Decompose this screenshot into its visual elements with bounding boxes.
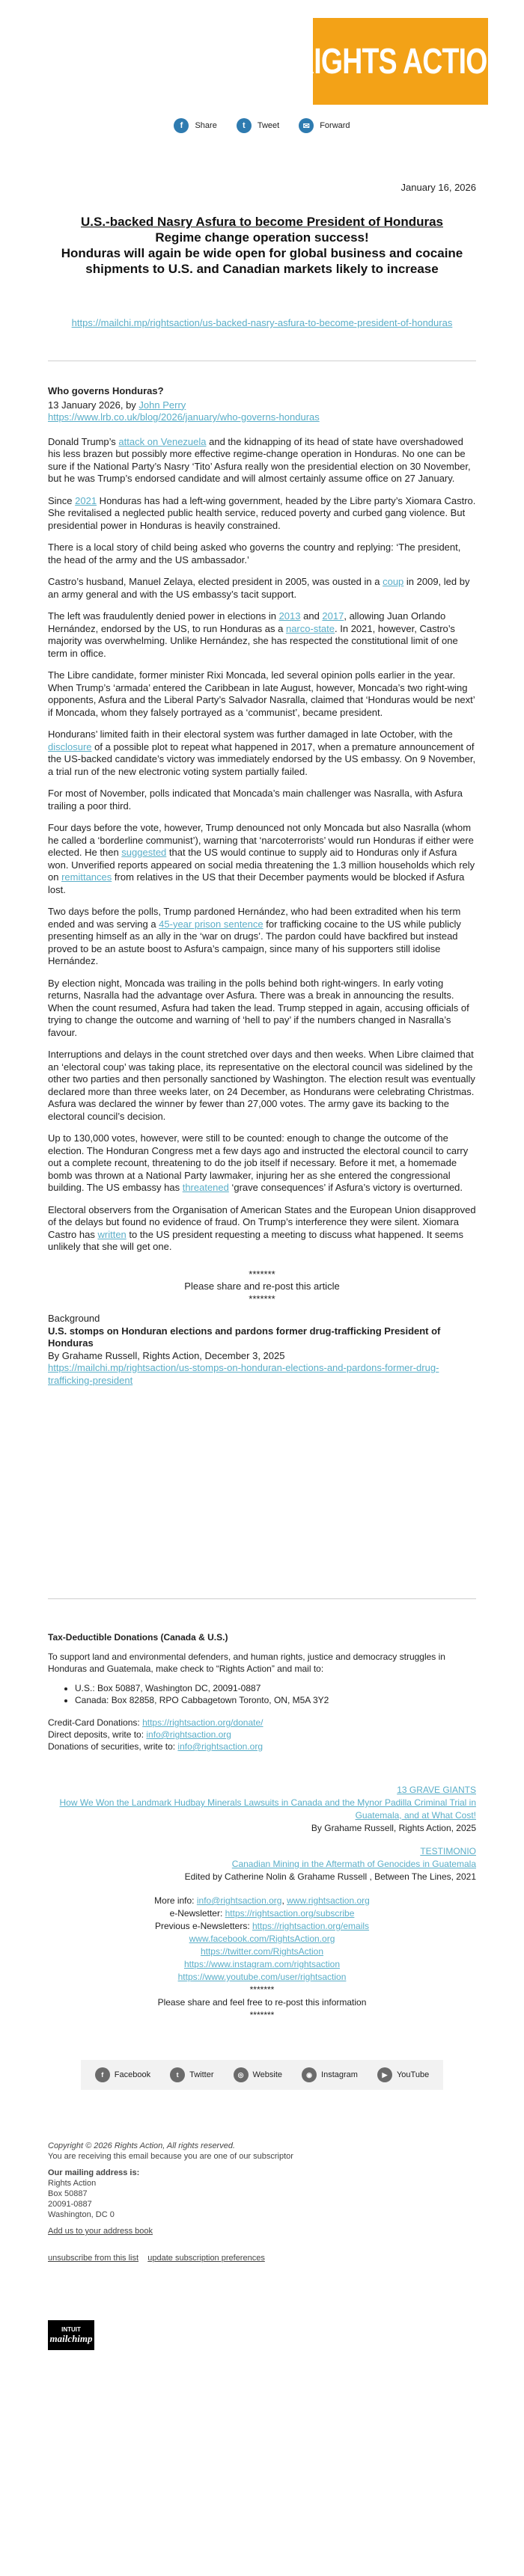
forward-icon: ✉ <box>299 118 314 133</box>
email-link[interactable]: info@rightsaction.org <box>196 1895 282 1906</box>
paragraph: Donald Trump’s attack on Venezuela and the kidnapping of its head of state have overshadowed his less brazen but possibly more effective regime-change operation in Honduras. No one can be sure if the National Party’s Nasry ‘Tito’ Asfura really won the presidential election on 30 November, but he was Trump’s endorsed candidate and will almost certainly assume office on 27 January. <box>48 435 471 484</box>
paragraph: Electoral observers from the Organisation of American States and the European Union disapproved of the delays but found no evidence of fraud. On Trump’s interference they were silent. Xiomara Castro has written to the US president requesting a meeting to discuss what happened. It seems unlikely that she will get one. <box>48 1203 476 1252</box>
contact-section <box>48 1895 476 2022</box>
paragraph: Interruptions and delays in the count stretched over days and then weeks. When Libre claimed that an ‘electoral coup’ was taking place, its representative on the electoral council was sidelined by the other two parties and then personally sanctioned by Washington. The election result was eventually declared more than three weeks later, on 24 December, as Hondurans were celebrating Christmas. Asfura was declared the winner by fewer than 27,000 votes. The army gave its backing to the electoral council’s decision. <box>48 1049 475 1122</box>
inline-link[interactable]: suggested <box>121 847 167 858</box>
inline-link[interactable]: coup <box>383 576 404 587</box>
logo-text: RIGHTS ACTION <box>294 41 507 82</box>
rights-action-logo[interactable] <box>294 18 507 105</box>
mailing-list <box>48 1682 476 1706</box>
share-facebook-button[interactable] <box>174 118 216 133</box>
stars-separator: ******* <box>249 2010 275 2020</box>
deposit-line: Direct deposits, write to: info@rightsaction.org <box>48 1729 231 1740</box>
share-twitter-button[interactable] <box>237 118 279 133</box>
website-icon: ◎ <box>234 2067 249 2082</box>
divider <box>48 1598 476 1599</box>
paragraph: For most of November, polls indicated that Moncada’s main challenger was Nasralla, with Asfura trailing a poor third. <box>48 788 463 812</box>
footer: Copyright © 2026 Rights Action, All rights reserved. You are receiving this email because you are one of our subscriptor Our mailing address is: Rights Action Box 50887 20091-0887 Washington, DC 0 Add us to your address book unsubscribe from this list update subscription preferences <box>48 2141 293 2263</box>
instagram-icon: ◉ <box>302 2067 317 2082</box>
inline-link[interactable]: 2021 <box>75 494 97 506</box>
paragraph: The left was fraudulently denied power in elections in 2013 and 2017, allowing Juan Orlando Hernández, endorsed by the US, to run Honduras as a narco-state. In 2021, however, Castro’s majority was overwhelming. Unlike Hernández, she has respected the constitutional limit of one term in office. <box>48 610 458 659</box>
inline-link[interactable]: written <box>97 1228 127 1240</box>
facebook-icon: f <box>174 118 189 133</box>
forward-label: Forward <box>320 121 350 130</box>
article-byline: 13 January 2026, by John Perry <box>48 399 186 411</box>
paragraph: Two days before the polls, Trump pardoned Hernández, who had been extradited when his term ended and was serving a 45-year prison sentence for trafficking cocaine to the US while publicly presenting himself as an ally in the ‘war on drugs’. The pardon could have backfired but instead proved to be an astute boost to Asfura’s campaign, since many of his supporters still idolise Hernández. <box>48 906 461 966</box>
copyright: Copyright © 2026 Rights Action, All rights reserved. <box>48 2141 236 2150</box>
emails-link[interactable]: https://rightsaction.org/emails <box>252 1921 370 1931</box>
previous-newsletters-line: Previous e-Newsletters: https://rightsaction.org/emails <box>154 1921 370 1931</box>
twitter-icon: t <box>170 2067 185 2082</box>
paragraph: Since 2021 Honduras has had a left-wing government, headed by the Libre party’s Xiomara Castro. She revitalised a neglected public health service, reduced poverty and curbed gang violence. But presidential power in Honduras is heavily constrained. <box>48 494 476 531</box>
donations-heading: Tax-Deductible Donations (Canada & U.S.) <box>48 1632 228 1643</box>
book-author: Edited by Catherine Nolin & Grahame Russell , Between The Lines, 2021 <box>184 1871 476 1882</box>
book-title-link[interactable]: 13 GRAVE GIANTS <box>397 1785 476 1795</box>
source-link[interactable]: https://www.lrb.co.uk/blog/2026/january/who-governs-honduras <box>48 411 320 423</box>
share-bar <box>0 118 524 133</box>
email-date: January 16, 2026 <box>400 182 476 193</box>
paragraph: The Libre candidate, former minister Rixi Moncada, led several opinion polls earlier in the year. When Trump’s ‘armada’ entered the Caribbean in late August, however, Moncada’s two right-wing opponents, Asfura and the Liberal Party’s Salvador Nasralla, claimed that ‘Honduras would be next’ if Moncada, whom they falsely portrayed as a ‘communist’, became president. <box>48 669 475 718</box>
update-preferences-link[interactable]: update subscription preferences <box>147 2254 265 2263</box>
donate-link[interactable]: https://rightsaction.org/donate/ <box>142 1717 263 1728</box>
youtube-link[interactable]: https://www.youtube.com/user/rightsaction <box>177 1972 347 1982</box>
stars-separator: ******* <box>249 1268 275 1280</box>
twitter-link[interactable]: https://twitter.com/RightsAction <box>200 1946 324 1957</box>
securities-line: Donations of securities, write to: info@rightsaction.org <box>48 1741 263 1752</box>
stars-separator: ******* <box>249 1292 275 1304</box>
us-address: • U.S.: Box 50887, Washington DC, 20091-0887 <box>75 1682 476 1694</box>
book-title-link[interactable]: TESTIMONIO <box>420 1846 476 1856</box>
social-facebook-button[interactable]: f Facebook <box>95 2067 150 2082</box>
social-youtube-button[interactable]: ▶ YouTube <box>377 2067 429 2082</box>
article <box>48 385 476 1387</box>
repost-note: Please share and feel free to re-post this information <box>157 1997 367 2008</box>
social-website-button[interactable]: ◎ Website <box>234 2067 283 2082</box>
book-subtitle-link[interactable]: How We Won the Landmark Hudbay Minerals Lawsuits in Canada and the Mynor Padilla Criminal Trial in Guatemala, and at What Cost! <box>59 1797 476 1821</box>
paragraph: Four days before the vote, however, Trump denounced not only Moncada but also Nasralla (whom he called a ‘borderline communist’), warning that ‘narcoterrorists’ would run Honduras if either were elected. He then suggested that the US would continue to supply aid to Honduras only if Asfura won. Unverified reports appeared on social media threatening the 1.3 million households which rely on remittances from relatives in the US that their December payments would be blocked if Asfura lost. <box>48 822 475 895</box>
headline <box>48 214 476 277</box>
facebook-link[interactable]: www.facebook.com/RightsAction.org <box>189 1933 335 1944</box>
stars-separator: ******* <box>249 1984 275 1995</box>
social-bar <box>81 2060 443 2090</box>
unsubscribe-link[interactable]: unsubscribe from this list <box>48 2254 139 2263</box>
paragraph: There is a local story of child being asked who governs the country and replying: ‘The president, the head of the army and the US ambassador.’ <box>48 542 461 565</box>
inline-link[interactable]: remittances <box>61 871 112 883</box>
website-link[interactable]: www.rightsaction.org <box>287 1895 370 1906</box>
paragraph: By election night, Moncada was trailing in the polls behind both right-wingers. In early voting returns, Nasralla had the advantage over Asfura. There was a break in announcing the results. When the count resumed, Asfura had taken the lead. Trump stepped in again, accusing officials of trying to change the outcome and warning of ‘hell to pay’ if the numbers changed in Nasralla’s favour. <box>48 977 469 1038</box>
book-subtitle-link[interactable]: Canadian Mining in the Aftermath of Genocides in Guatemala <box>231 1859 476 1869</box>
inline-link[interactable]: 2013 <box>278 610 301 622</box>
inline-link[interactable]: attack on Venezuela <box>118 435 207 447</box>
canada-address: • Canada: Box 82858, RPO Cabbagetown Toronto, ON, M5A 3Y2 <box>75 1694 476 1706</box>
instagram-link[interactable]: https://www.instagram.com/rightsaction <box>183 1959 341 1969</box>
email-link[interactable]: info@rightsaction.org <box>177 1741 263 1752</box>
headline-subtitle-2: Honduras will again be wide open for global business and cocaine shipments to U.S. and Canadian markets likely to increase <box>61 246 463 276</box>
subscription-reason: You are receiving this email because you are one of our subscriptor <box>48 2152 293 2161</box>
mailchimp-logo[interactable]: INTUIT mailchimp <box>48 2320 94 2350</box>
inline-link[interactable]: threatened <box>182 1182 229 1193</box>
author-link[interactable]: John Perry <box>138 399 186 411</box>
social-twitter-button[interactable]: t Twitter <box>170 2067 213 2082</box>
mailing-address-label: Our mailing address is: <box>48 2168 140 2177</box>
background-byline: By Grahame Russell, Rights Action, December 3, 2025 <box>48 1349 285 1361</box>
paragraph: Up to 130,000 votes, however, were still to be counted: enough to change the outcome of the election. The Honduran Congress met a few days ago and instructed the electoral council to carry out a complete recount, threatening to do the job itself if necessary. Before it met, a homemade bomb was thrown at a National Party lawmaker, injuring her as she entered the congressional building. The US embassy has threatened ‘grave consequences’ if Asfura’s victory is overturned. <box>48 1132 469 1193</box>
credit-card-line: Credit-Card Donations: https://rightsaction.org/donate/ <box>48 1717 263 1728</box>
twitter-icon: t <box>237 118 252 133</box>
forward-button[interactable] <box>299 118 350 133</box>
inline-link[interactable]: narco-state <box>285 622 335 634</box>
paragraph: Castro’s husband, Manuel Zelaya, elected president in 2005, was ousted in a coup in 2009, led by an army general and with the US embassy’s tacit support. <box>48 576 470 600</box>
headline-subtitle: Regime change operation success! <box>155 230 369 245</box>
inline-link[interactable]: 45-year prison sentence <box>159 918 263 930</box>
share-label: Share <box>195 121 217 130</box>
youtube-icon: ▶ <box>377 2067 392 2082</box>
address-book-link[interactable]: Add us to your address book <box>48 2227 153 2236</box>
email-link[interactable]: info@rightsaction.org <box>146 1729 231 1740</box>
background-title: U.S. stomps on Honduran elections and pardons former drug-trafficking President of Honduras <box>48 1325 441 1349</box>
donations-intro: To support land and environmental defenders, and human rights, justice and democracy struggles in Honduras and Guatemala, make check to “Rights Action” and mail to: <box>48 1652 445 1674</box>
inline-link[interactable]: disclosure <box>48 740 92 752</box>
more-info-line: More info: info@rightsaction.org, www.rightsaction.org <box>154 1895 370 1906</box>
headline-link[interactable]: https://mailchi.mp/rightsaction/us-backed-nasry-asfura-to-become-president-of-honduras <box>71 317 453 328</box>
headline-title: U.S.-backed Nasry Asfura to become President of Honduras <box>81 215 443 229</box>
newsletter-line: e-Newsletter: https://rightsaction.org/subscribe <box>169 1908 355 1919</box>
social-instagram-button[interactable]: ◉ Instagram <box>302 2067 358 2082</box>
books-section <box>48 1784 476 1883</box>
facebook-icon: f <box>95 2067 110 2082</box>
donations-section <box>48 1631 476 1752</box>
repost-note: Please share and re-post this article <box>184 1281 340 1292</box>
background-link[interactable]: https://mailchi.mp/rightsaction/us-stomps-on-honduran-elections-and-pardons-former-drug-trafficking-president <box>48 1362 439 1386</box>
paragraph: Hondurans’ limited faith in their electoral system was further damaged in late October, with the disclosure of a possible plot to repeat what happened in 2017, when a premature announcement of the US-backed candidate’s victory was immediately endorsed by the US embassy. On 9 November, a trial run of the new electronic voting system partially failed. <box>48 729 476 777</box>
background-label: Background <box>48 1313 100 1324</box>
tweet-label: Tweet <box>257 121 280 130</box>
inline-link[interactable]: 2017 <box>322 610 344 622</box>
book-author: By Grahame Russell, Rights Action, 2025 <box>311 1823 476 1833</box>
subscribe-link[interactable]: https://rightsaction.org/subscribe <box>225 1908 355 1919</box>
article-heading: Who governs Honduras? <box>48 385 164 396</box>
